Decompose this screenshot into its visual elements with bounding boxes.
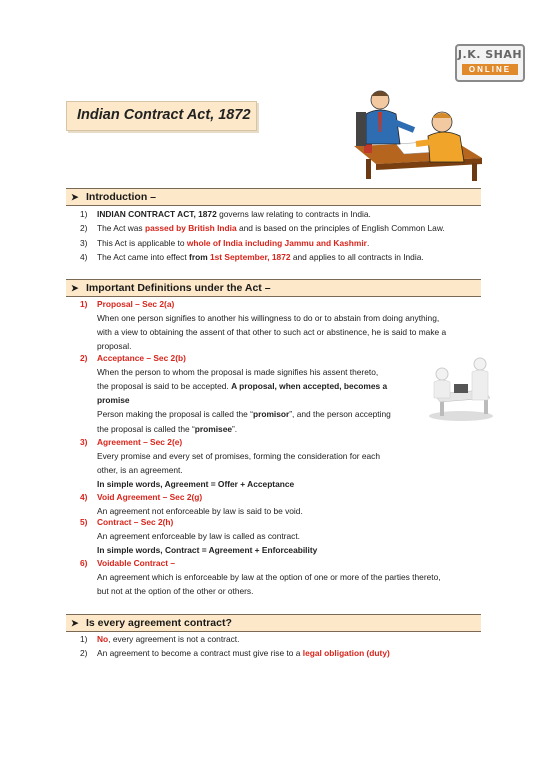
text-run: 1st September, 1872 — [209, 252, 291, 262]
definition-line — [97, 464, 183, 476]
text-run: governs law relating to contracts in India. — [216, 209, 371, 219]
text-run: Contract – Sec 2(h) — [97, 517, 174, 527]
intro-item — [97, 237, 369, 249]
definition-line — [97, 394, 130, 406]
text-run: from — [189, 252, 208, 262]
text-run: promisee — [194, 423, 233, 434]
intro-item — [97, 251, 424, 263]
definition-line — [97, 326, 446, 338]
every-agreement-item — [97, 647, 390, 659]
text-run: . — [366, 238, 370, 248]
page-title-box — [66, 101, 257, 131]
definition-line — [97, 312, 439, 324]
intro-item — [97, 222, 445, 234]
list-number: 2) — [80, 648, 88, 658]
definition-line — [97, 478, 294, 490]
text-run: A proposal, when accepted, becomes a — [231, 381, 388, 392]
definition-title — [97, 436, 182, 448]
definition-title — [97, 298, 174, 310]
text-run: promise — [97, 395, 130, 406]
text-run: whole of India including Jammu and Kashmir — [186, 238, 367, 248]
text-run: other, is an agreement. — [97, 465, 183, 476]
section-heading: Introduction – — [86, 191, 156, 203]
list-number: 3) — [80, 238, 88, 248]
text-run: Void Agreement – Sec 2(g) — [97, 492, 203, 502]
text-run: ”. — [232, 423, 238, 434]
definition-title — [97, 352, 186, 364]
text-run: An agreement not enforceable by law is said to be void. — [97, 506, 303, 517]
definition-line — [97, 408, 391, 420]
text-run: Voidable Contract – — [97, 558, 176, 568]
text-run: In simple words, Agreement = Offer + Acceptance — [97, 479, 295, 490]
list-number: 6) — [80, 558, 88, 568]
text-run: legal obligation (duty) — [302, 648, 390, 658]
section-header-introduction — [66, 188, 481, 206]
text-run: When one person signifies to another his willingness to do or to abstain from doing anything, — [97, 313, 440, 324]
definition-line — [97, 571, 441, 583]
text-run: An agreement enforceable by law is called as contract. — [97, 531, 300, 542]
text-run: proposal. — [97, 341, 132, 352]
list-number: 2) — [80, 353, 88, 363]
text-run: An agreement which is enforceable by law at the option of one or more of the parties thereto, — [97, 572, 441, 583]
list-number: 5) — [80, 517, 88, 527]
arrow-bullet-icon: ➤ — [71, 192, 79, 202]
intro-item — [97, 208, 371, 220]
definition-title — [97, 516, 173, 528]
text-run: INDIAN CONTRACT ACT, 1872 — [97, 209, 217, 219]
text-run: Acceptance – Sec 2(b) — [97, 353, 186, 363]
definition-line — [97, 585, 253, 597]
text-run: When the person to whom the proposal is made signifies his assent thereto, — [97, 367, 379, 378]
definition-line — [97, 366, 378, 378]
logo-brand: J.K. SHAH — [457, 48, 523, 61]
list-number: 2) — [80, 223, 88, 233]
list-number: 3) — [80, 437, 88, 447]
section-heading: Important Definitions under the Act – — [86, 282, 271, 294]
list-number: 1) — [80, 634, 88, 644]
page-title: Indian Contract Act, 1872 — [77, 107, 251, 123]
text-run: Proposal – Sec 2(a) — [97, 299, 175, 309]
definition-line — [97, 450, 380, 462]
text-run: The Act was — [97, 223, 145, 233]
list-number: 1) — [80, 209, 88, 219]
text-run: In simple words, Contract = Agreement + Enforceability — [97, 545, 318, 556]
text-run: ”, and the person accepting — [289, 409, 391, 420]
arrow-bullet-icon: ➤ — [71, 618, 79, 628]
definition-title — [97, 491, 202, 503]
every-agreement-item — [97, 633, 239, 645]
definition-line — [97, 423, 237, 435]
list-number: 4) — [80, 252, 88, 262]
jk-shah-logo — [455, 44, 525, 82]
text-run: with a view to obtaining the assent of that other to such act or abstinence, he is said to make a — [97, 327, 447, 338]
logo-sub: ONLINE — [462, 64, 518, 75]
text-run: passed by British India — [144, 223, 237, 233]
text-run: promisor — [252, 409, 290, 420]
section-header-every-agreement — [66, 614, 481, 632]
discussion-illustration — [424, 354, 498, 424]
text-run: The Act came into effect — [97, 252, 190, 262]
text-run: Agreement – Sec 2(e) — [97, 437, 183, 447]
section-header-definitions — [66, 279, 481, 297]
definition-line — [97, 340, 131, 352]
definition-title — [97, 557, 175, 569]
text-run: An agreement to become a contract must give rise to a — [97, 648, 303, 658]
definition-line — [97, 530, 300, 542]
text-run: , every agreement is not a contract. — [108, 634, 240, 644]
meeting-illustration — [336, 84, 486, 184]
definition-line — [97, 380, 387, 392]
text-run: and applies to all contracts in India. — [290, 252, 424, 262]
text-run: the proposal is said to be accepted. — [97, 381, 232, 392]
text-run: Every promise and every set of promises, forming the consideration for each — [97, 451, 381, 462]
section-heading: Is every agreement contract? — [86, 617, 232, 629]
text-run: and is based on the principles of English Common Law. — [236, 223, 445, 233]
text-run: but not at the option of the other or others. — [97, 586, 254, 597]
list-number: 1) — [80, 299, 88, 309]
text-run: Person making the proposal is called the “ — [97, 409, 253, 420]
text-run: No — [97, 634, 109, 644]
text-run: This Act is applicable to — [97, 238, 187, 248]
definition-line — [97, 544, 317, 556]
arrow-bullet-icon: ➤ — [71, 283, 79, 293]
text-run: the proposal is called the “ — [97, 423, 195, 434]
list-number: 4) — [80, 492, 88, 502]
